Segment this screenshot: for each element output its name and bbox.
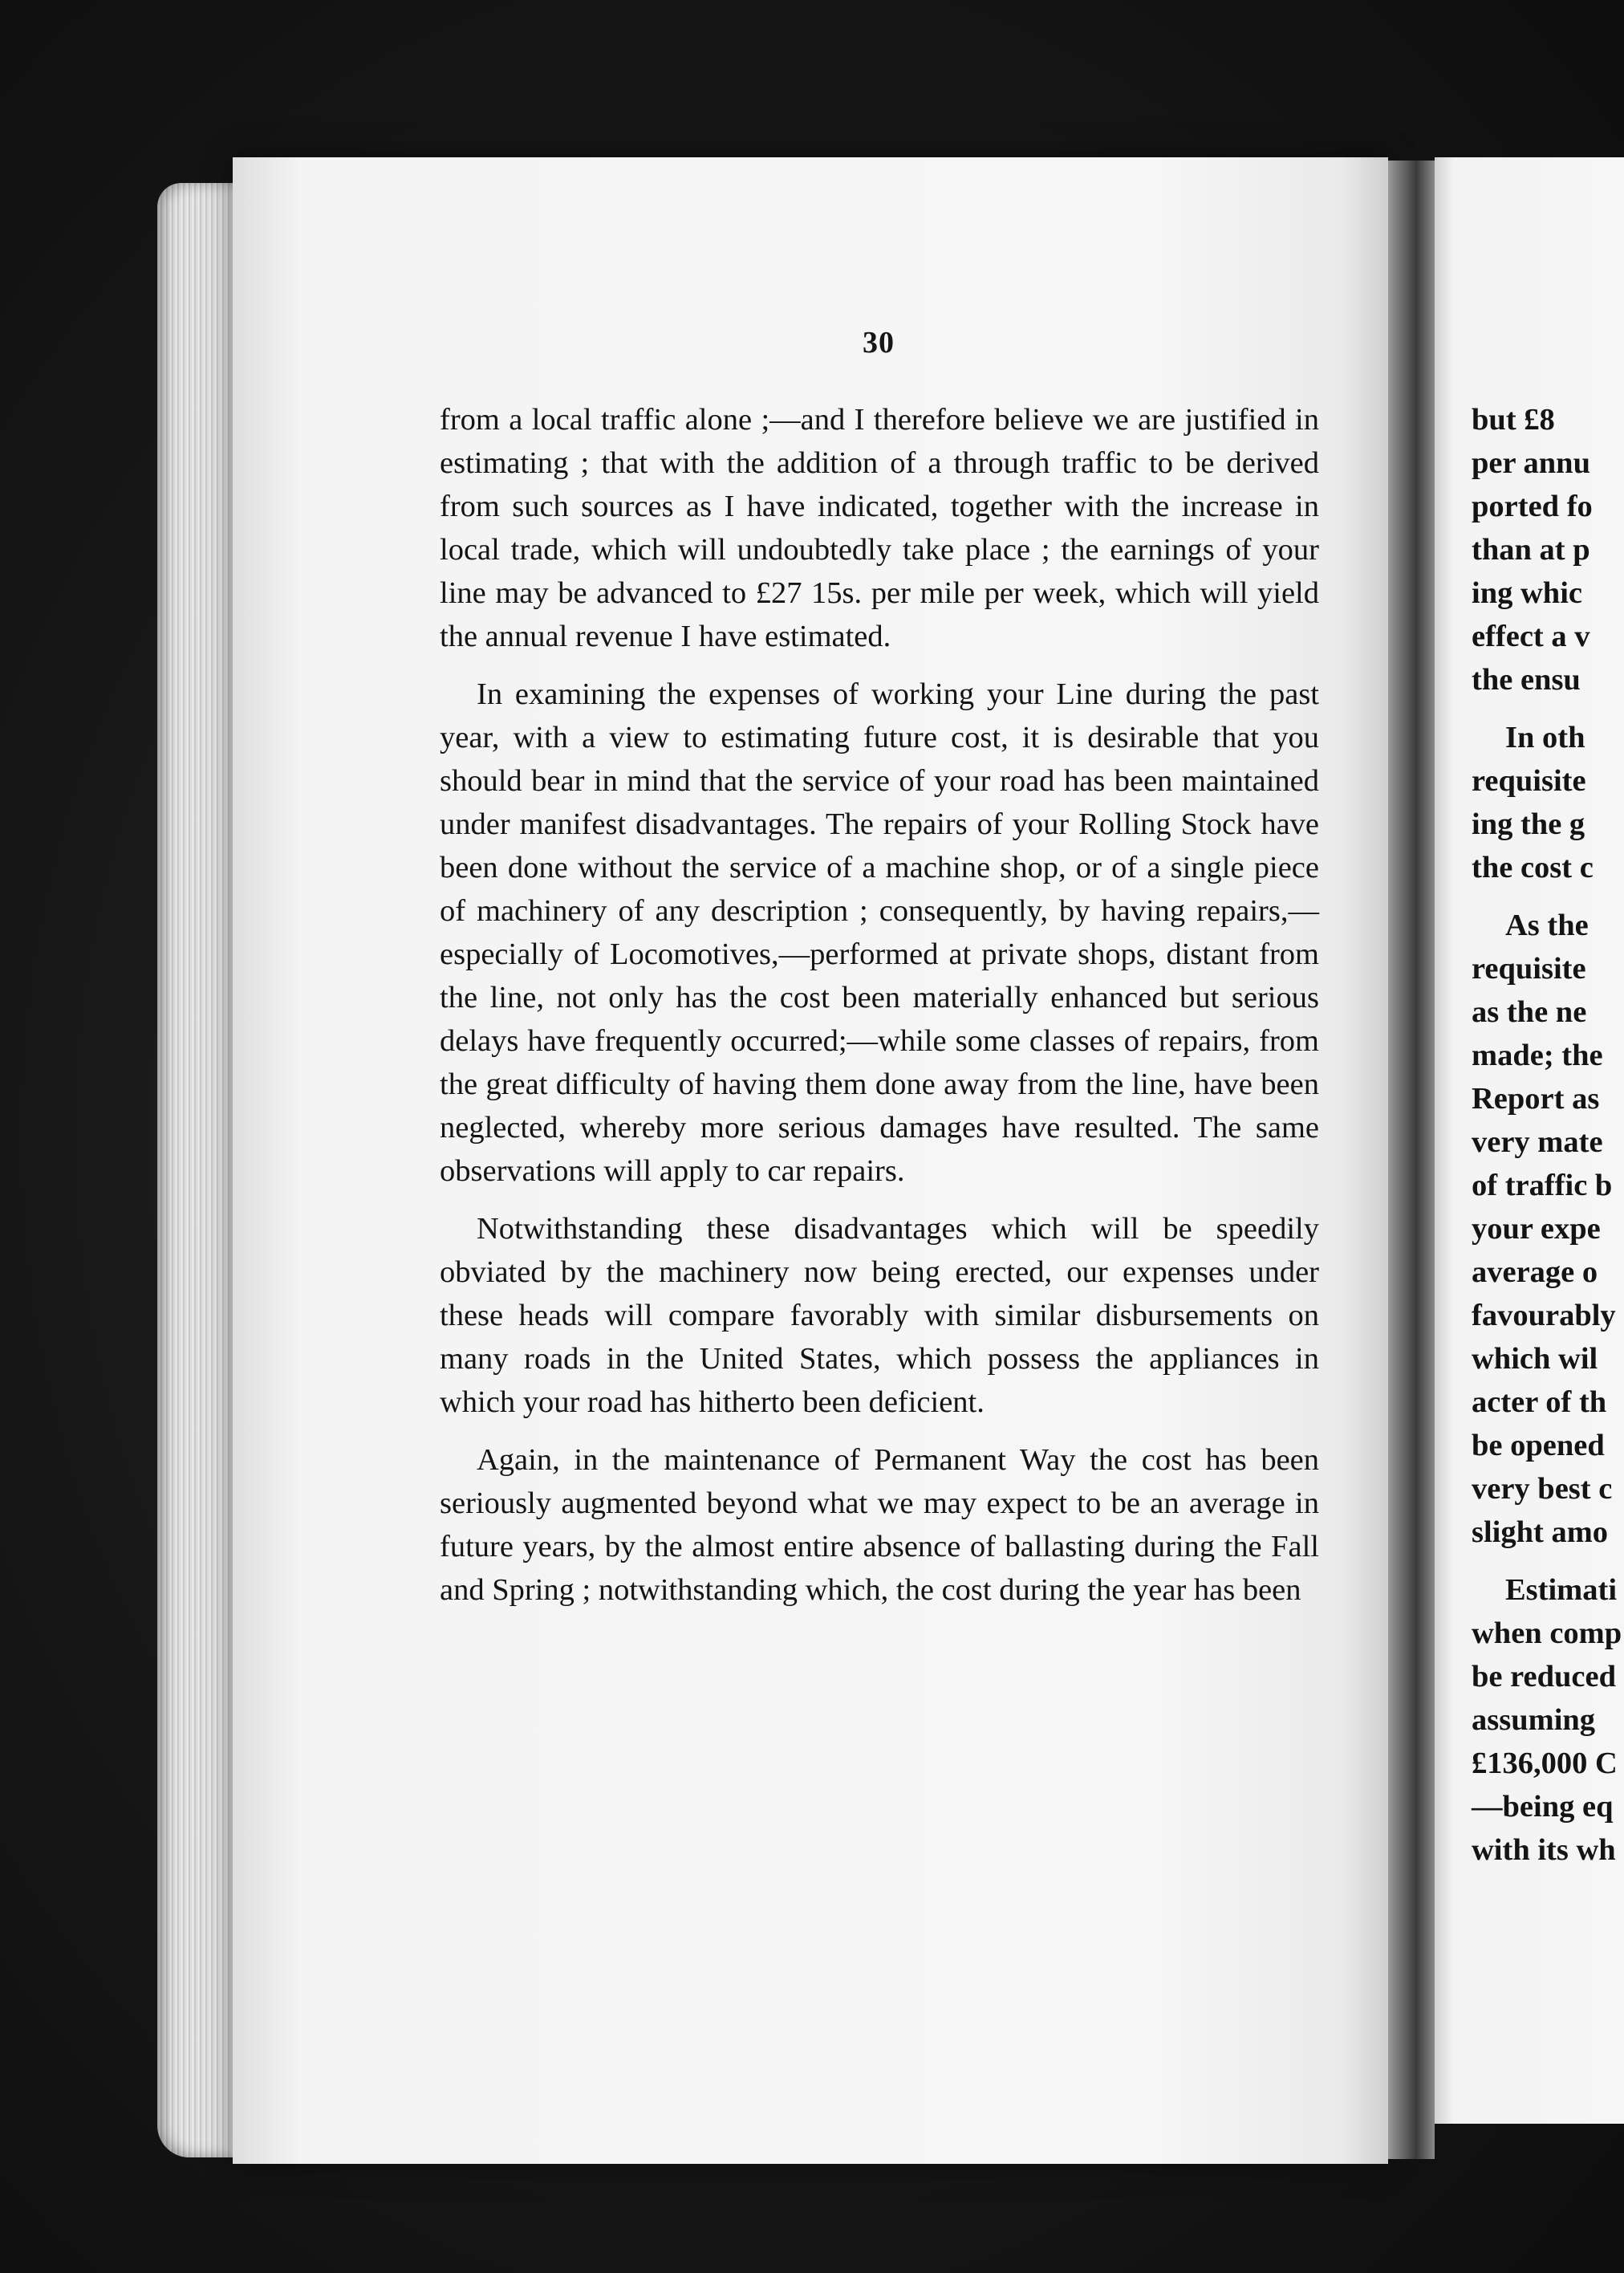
- paragraph-1: from a local traffic alone ;—and I therefore believe we are justified in estimating ; that with the addition of a through traffic to be derived from such sources as I have indicated, together with the increase in local trade, which will undoubtedly take place ; the earnings of your line may be advanced to £27 15s. per mile per week, which will yield the annual revenue I have estimated.: [440, 403, 1319, 653]
- paragraph-3: Notwithstanding these disadvantages which will be speedily obviated by the machinery now being erected, our expenses under these heads will compare favorably with similar disbursements on many roads in the United States, which possess the appliances in which your road has hitherto been deficient.: [440, 1212, 1319, 1419]
- paragraph-2: In examining the expenses of working your Line during the past year, with a view to estimating future cost, it is desirable that you should bear in mind that the service of your road has been maintained under manifest disadvantages. The repairs of your Rolling Stock have been done without the service of a machine shop, or of a single piece of machinery of any description ; consequently, by having repairs,—especially of Locomotives,—performed at private shops, distant from the line, not only has the cost been materially enhanced but serious delays have frequently occurred;—while some classes of repairs, from the great difficulty of having them done away from the line, have been neglected, whereby more serious damages have resulted. The same observations will apply to car repairs.: [440, 677, 1319, 1188]
- facing-page-line: of traffic b: [1472, 1169, 1613, 1202]
- page-number: 30: [863, 326, 895, 360]
- facing-page-line: very best c: [1472, 1472, 1613, 1506]
- facing-page-line: average o: [1472, 1255, 1598, 1289]
- facing-page-line: ported fo: [1472, 490, 1593, 523]
- facing-page-line: ing the g: [1472, 807, 1585, 841]
- facing-page-line: the ensu: [1472, 663, 1581, 697]
- facing-page-line: As the: [1505, 909, 1589, 942]
- facing-page-line: made; the: [1472, 1039, 1603, 1072]
- facing-page-line: requisite: [1472, 764, 1586, 798]
- facing-page-line: favourably: [1472, 1299, 1616, 1332]
- facing-page-line: as the ne: [1472, 995, 1587, 1029]
- facing-page-line: than at p: [1472, 533, 1590, 567]
- facing-paragraph-gap: [1472, 889, 1624, 904]
- facing-page-line: be reduced: [1472, 1660, 1617, 1694]
- facing-page-line: slight amo: [1472, 1515, 1609, 1549]
- facing-page-line: £136,000 C: [1472, 1746, 1618, 1780]
- facing-page-line: requisite: [1472, 952, 1586, 986]
- facing-page-line: per annu: [1472, 446, 1591, 480]
- page-body-text: [440, 398, 1319, 1626]
- facing-page-line: but £8: [1472, 403, 1555, 437]
- facing-page-line: be opened: [1472, 1429, 1605, 1462]
- facing-page-line: the cost c: [1472, 851, 1594, 884]
- facing-page-line: acter of th: [1472, 1385, 1607, 1419]
- facing-page-line: Estimati: [1505, 1573, 1618, 1607]
- facing-page-text: [1472, 398, 1624, 1872]
- facing-page-line: ing whic: [1472, 576, 1582, 610]
- facing-page-line: when comp: [1472, 1616, 1622, 1650]
- facing-paragraph-gap: [1472, 701, 1624, 716]
- facing-page-line: your expe: [1472, 1212, 1601, 1246]
- facing-page-line: very mate: [1472, 1125, 1603, 1159]
- facing-page-line: —being eq: [1472, 1790, 1614, 1824]
- facing-page-line: which wil: [1472, 1342, 1598, 1376]
- facing-page-line: assuming: [1472, 1703, 1596, 1737]
- facing-page-line: In oth: [1505, 721, 1585, 754]
- right-facing-page: [1435, 157, 1624, 2124]
- facing-page-line: effect a v: [1472, 620, 1590, 653]
- facing-page-line: with its wh: [1472, 1833, 1616, 1867]
- facing-page-line: Report as: [1472, 1082, 1600, 1116]
- paragraph-4: Again, in the maintenance of Permanent Way the cost has been seriously augmented beyond what we may expect to be an average in future years, by the almost entire absence of ballasting during the Fall and Spring ; notwithstanding which, the cost during the year has been: [440, 1443, 1319, 1607]
- facing-paragraph-gap: [1472, 1554, 1624, 1568]
- book-gutter: [1388, 161, 1435, 2159]
